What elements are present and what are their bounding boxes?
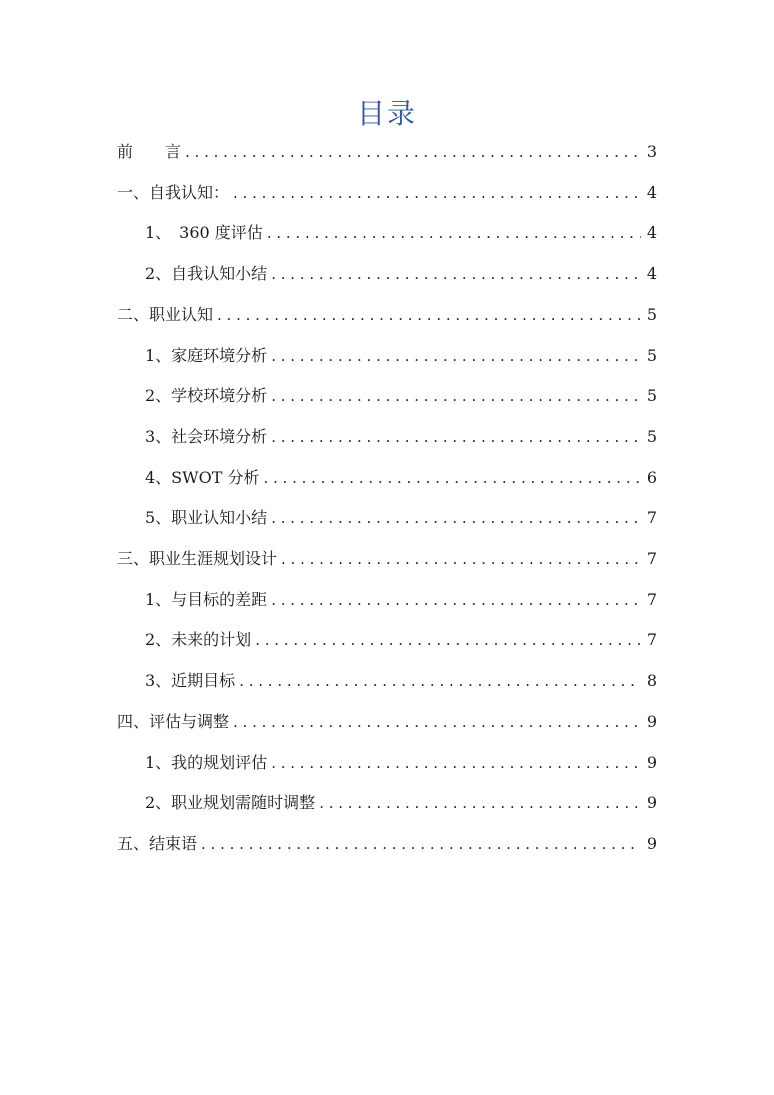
toc-entry-label: 1、我的规划评估 xyxy=(145,752,268,772)
toc-entry-label: 1、家庭环境分析 xyxy=(145,345,268,365)
toc-entry-page-number: 7 xyxy=(646,549,657,568)
toc-dot-leader xyxy=(279,544,641,574)
toc-entry[interactable] xyxy=(117,137,657,167)
toc-dot-leader xyxy=(253,625,641,655)
toc-entry-label: 3、社会环境分析 xyxy=(145,426,268,446)
toc-dot-leader xyxy=(269,503,641,533)
toc-entry-label: 2、自我认知小结 xyxy=(145,264,268,284)
toc-entry[interactable] xyxy=(145,463,657,493)
toc-dot-leader xyxy=(265,218,641,248)
toc-entry-label: 前 言 xyxy=(117,142,182,161)
toc-entry[interactable] xyxy=(145,422,657,452)
toc-entry-page-number: 5 xyxy=(646,345,657,365)
toc-dot-leader xyxy=(269,422,641,452)
toc-entry-label: 3、近期目标 xyxy=(145,671,236,691)
toc-entry-label: 一、自我认知： xyxy=(117,182,230,202)
toc-dot-leader xyxy=(199,829,641,859)
toc-entry-label: 2、职业规划需随时调整 xyxy=(145,793,316,813)
toc-entry-page-number: 7 xyxy=(646,508,657,528)
toc-entry-page-number: 7 xyxy=(646,630,657,650)
toc-dot-leader xyxy=(269,381,641,411)
toc-entry-label: 二、职业认知 xyxy=(117,304,214,324)
toc-entry[interactable] xyxy=(117,829,657,859)
toc-entry[interactable] xyxy=(117,300,657,330)
toc-entry[interactable] xyxy=(145,341,657,371)
toc-entry[interactable] xyxy=(145,625,657,655)
toc-entry-label: 2、未来的计划 xyxy=(145,630,252,650)
toc-entry-page-number: 8 xyxy=(646,671,657,691)
toc-entry-label: 四、评估与调整 xyxy=(117,711,230,731)
toc-entry-page-number: 4 xyxy=(646,182,657,202)
toc-entry[interactable] xyxy=(145,218,657,248)
toc-dot-leader xyxy=(261,463,640,493)
toc-entry-page-number: 5 xyxy=(646,386,657,406)
toc-entry-page-number: 4 xyxy=(646,264,657,284)
toc-entry[interactable] xyxy=(145,585,657,615)
toc-entry-page-number: 5 xyxy=(646,304,657,324)
toc-dot-leader xyxy=(183,137,641,167)
toc-entry[interactable] xyxy=(117,707,657,737)
toc-entry-page-number: 9 xyxy=(646,793,657,813)
toc-dot-leader xyxy=(231,707,641,737)
toc-entry[interactable] xyxy=(117,178,657,208)
toc-dot-leader xyxy=(269,259,641,289)
toc-entry-page-number: 7 xyxy=(646,589,657,609)
toc-dot-leader xyxy=(215,300,641,330)
toc-entry[interactable] xyxy=(145,259,657,289)
toc-entry[interactable] xyxy=(145,381,657,411)
toc-entry-label: 4、SWOT 分析 xyxy=(145,467,260,487)
toc-title: 目录 xyxy=(356,97,417,130)
toc-entry[interactable] xyxy=(145,666,657,696)
toc-entry-page-number: 3 xyxy=(646,142,657,161)
toc-entry-label: 1、 360 度评估 xyxy=(145,223,263,243)
toc-entry-page-number: 6 xyxy=(646,467,657,487)
toc-entry-label: 三、职业生涯规划设计 xyxy=(117,549,278,568)
toc-entry[interactable] xyxy=(145,748,657,778)
toc-dot-leader xyxy=(231,178,641,208)
toc-entry-page-number: 5 xyxy=(646,426,657,446)
toc-entry-page-number: 9 xyxy=(646,833,657,853)
toc-dot-leader xyxy=(237,666,641,696)
toc-dot-leader xyxy=(317,788,641,818)
toc-entry-label: 2、学校环境分析 xyxy=(145,386,268,406)
toc-entry-page-number: 9 xyxy=(646,711,657,731)
toc-entry-label: 5、职业认知小结 xyxy=(145,508,268,528)
toc-dot-leader xyxy=(269,341,641,371)
toc-entry-label: 1、与目标的差距 xyxy=(145,589,268,609)
toc-dot-leader xyxy=(269,748,641,778)
toc-entry-page-number: 9 xyxy=(646,752,657,772)
toc-entry-label: 五、结束语 xyxy=(117,833,198,853)
toc-dot-leader xyxy=(269,585,641,615)
toc-entry[interactable] xyxy=(145,503,657,533)
toc-entry[interactable] xyxy=(145,788,657,818)
toc-entry[interactable] xyxy=(117,544,657,574)
toc-entry-page-number: 4 xyxy=(646,223,657,243)
